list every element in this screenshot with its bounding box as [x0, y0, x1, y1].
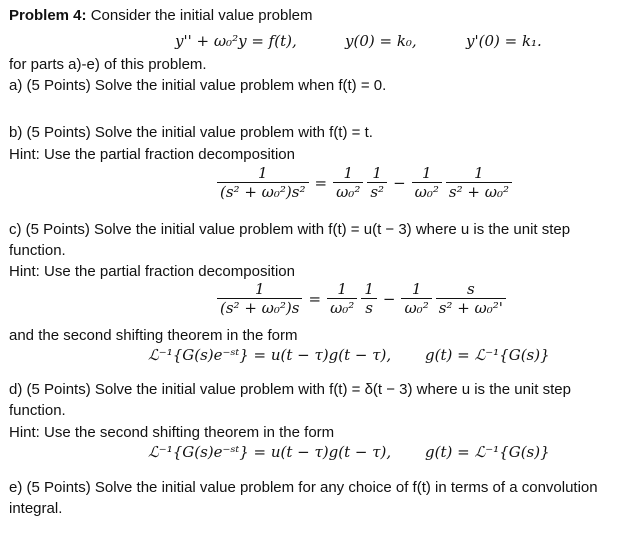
problem-heading: Problem 4: [9, 7, 87, 24]
parts-note: for parts a)-e) of this problem. [9, 56, 207, 73]
part-d-text-cont: function. [9, 402, 66, 419]
part-d-shift-formula: ℒ⁻¹{G(s)e⁻ˢᵗ} = u(t − τ)g(t − τ), [148, 443, 392, 461]
part-c-partial-fraction: $\frac{1}{\text{(s² + ω₀²)s}}$ = $\frac{1}{\text{ω₀²}}$ $\frac{1}{s}$ − $\frac{1}{\text{ω₀²}}$ $\frac{s}{\text{s² + ω₀²'}}$ [215, 282, 508, 316]
part-d-hint: Hint: Use the second shifting theorem in the form [9, 424, 335, 441]
part-b-text: b) (5 Points) Solve the initial value problem with f(t) = t. [9, 124, 373, 141]
part-c-r2-fraction: $\frac{1}{s}$ [361, 282, 377, 316]
part-b-hint: Hint: Use the partial fraction decomposition [9, 146, 295, 163]
part-c-text-cont: function. [9, 242, 66, 259]
part-e-text-cont: integral. [9, 500, 63, 517]
part-b-r1-fraction: $\frac{1}{\text{ω₀²}}$ [333, 166, 363, 200]
part-b-r4-fraction: $\frac{1}{\text{s² + ω₀²}}$ [446, 166, 512, 200]
part-b-partial-fraction: $\frac{1}{\text{(s² + ω₀²)s²}}$ = $\frac{1}{\text{ω₀²}}$ $\frac{1}{\text{s²}}$ − $\frac{1}{\text{ω₀²}}$ $\frac{1}{\text{s² + ω₀²}}$ [215, 166, 514, 200]
ode-equation: y'' + ω₀²y = f(t), [175, 32, 297, 50]
part-c-shift-formula: ℒ⁻¹{G(s)e⁻ˢᵗ} = u(t − τ)g(t − τ), [148, 346, 392, 364]
part-c-r3-fraction: $\frac{1}{\text{ω₀²}}$ [401, 282, 431, 316]
part-c-g-definition: g(t) = ℒ⁻¹{G(s)} [425, 346, 550, 364]
part-b-r3-fraction: $\frac{1}{\text{ω₀²}}$ [412, 166, 442, 200]
part-c-shift-intro: and the second shifting theorem in the form [9, 327, 298, 344]
problem-intro: Consider the initial value problem [90, 7, 313, 24]
part-b-lhs-fraction: $\frac{1}{\text{(s² + ω₀²)s²}}$ [217, 166, 309, 200]
part-c-text: c) (5 Points) Solve the initial value problem with f(t) = u(t − 3) where u is the unit step [9, 221, 571, 238]
part-c-hint: Hint: Use the partial fraction decomposition [9, 263, 295, 280]
part-c-r1-fraction: $\frac{1}{\text{ω₀²}}$ [327, 282, 357, 316]
problem-header [9, 8, 313, 23]
part-d-text: d) (5 Points) Solve the initial value problem with f(t) = δ(t − 3) where u is the unit step [9, 381, 571, 398]
initial-condition-2: y'(0) = k₁. [466, 32, 542, 50]
initial-condition-1: y(0) = k₀, [345, 32, 417, 50]
part-e-text: e) (5 Points) Solve the initial value problem for any choice of f(t) in terms of a convolution [9, 479, 598, 496]
part-c-r4-fraction: $\frac{s}{\text{s² + ω₀²'}}$ [436, 282, 506, 316]
part-b-r2-fraction: $\frac{1}{\text{s²}}$ [367, 166, 387, 200]
part-a-text: a) (5 Points) Solve the initial value problem when f(t) = 0. [9, 77, 387, 94]
part-c-lhs-fraction: $\frac{1}{\text{(s² + ω₀²)s}}$ [217, 282, 302, 316]
part-d-g-definition: g(t) = ℒ⁻¹{G(s)} [425, 443, 550, 461]
